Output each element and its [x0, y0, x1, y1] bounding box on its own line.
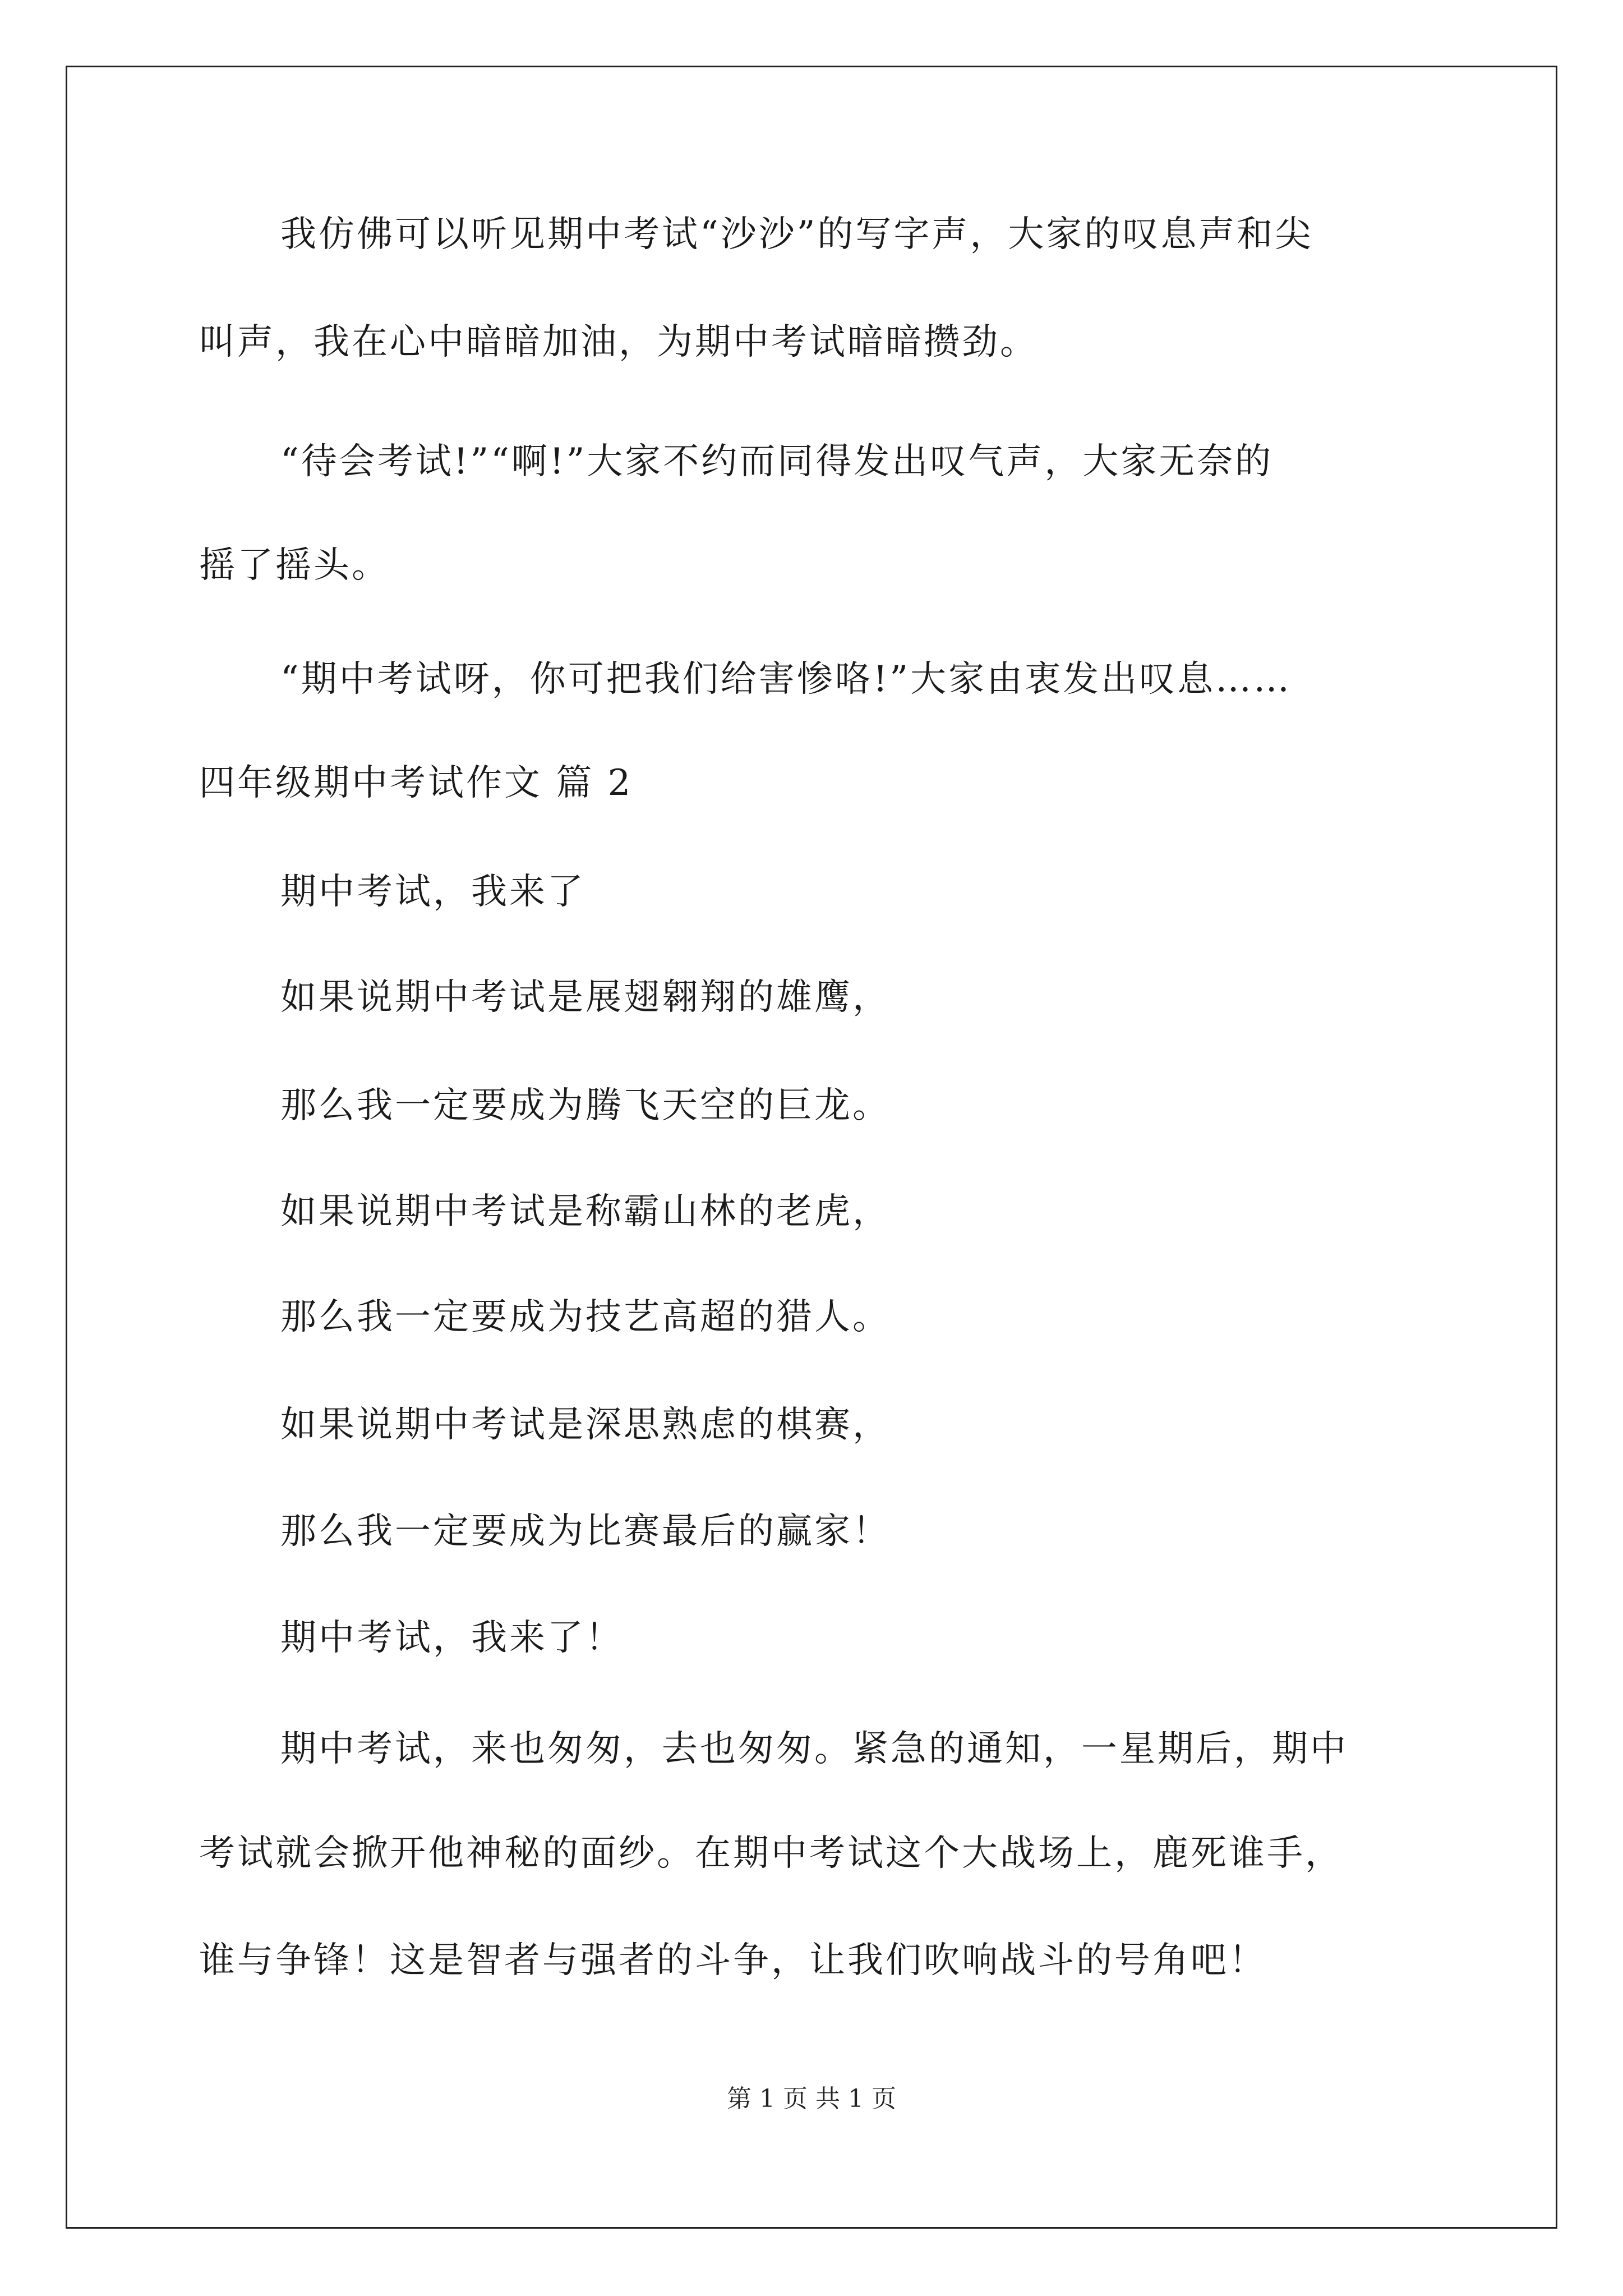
paragraph-line: 如果说期中考试是深思熟虑的棋赛， [280, 1404, 891, 1446]
page-border [66, 66, 1557, 2229]
paragraph-line: 那么我一定要成为技艺高超的猎人。 [280, 1296, 891, 1338]
paragraph-line: “期中考试呀，你可把我们给害惨咯!”大家由衷发出叹息…… [280, 659, 1292, 700]
paragraph-line: 摇了摇头。 [199, 545, 390, 586]
paragraph-line: 那么我一定要成为比赛最后的赢家！ [280, 1511, 891, 1552]
paragraph-line: 期中考试，来也匆匆，去也匆匆。紧急的通知，一星期后，期中 [280, 1728, 1348, 1770]
paragraph-line: 那么我一定要成为腾飞天空的巨龙。 [280, 1085, 891, 1126]
paragraph-line: 如果说期中考试是称霸山林的老虎， [280, 1191, 891, 1232]
paragraph-line: 如果说期中考试是展翅翱翔的雄鹰， [280, 977, 891, 1018]
paragraph-line: 叫声，我在心中暗暗加油，为期中考试暗暗攒劲。 [199, 321, 1038, 363]
paragraph-line: 期中考试，我来了 [280, 871, 585, 913]
paragraph-line: “待会考试!”“啊!”大家不约而同得发出叹气声，大家无奈的 [280, 441, 1274, 482]
paragraph-line: 我仿佛可以听见期中考试“沙沙”的写字声，大家的叹息声和尖 [280, 214, 1313, 255]
paragraph-line: 考试就会掀开他神秘的面纱。在期中考试这个大战场上，鹿死谁手， [199, 1833, 1343, 1874]
paragraph-line: 期中考试，我来了！ [280, 1617, 624, 1659]
page-number-footer: 第 1 页 共 1 页 [727, 2085, 896, 2113]
section-heading: 四年级期中考试作文 篇 2 [199, 762, 633, 804]
paragraph-line: 谁与争锋！这是智者与强者的斗争，让我们吹响战斗的号角吧！ [199, 1940, 1267, 1981]
